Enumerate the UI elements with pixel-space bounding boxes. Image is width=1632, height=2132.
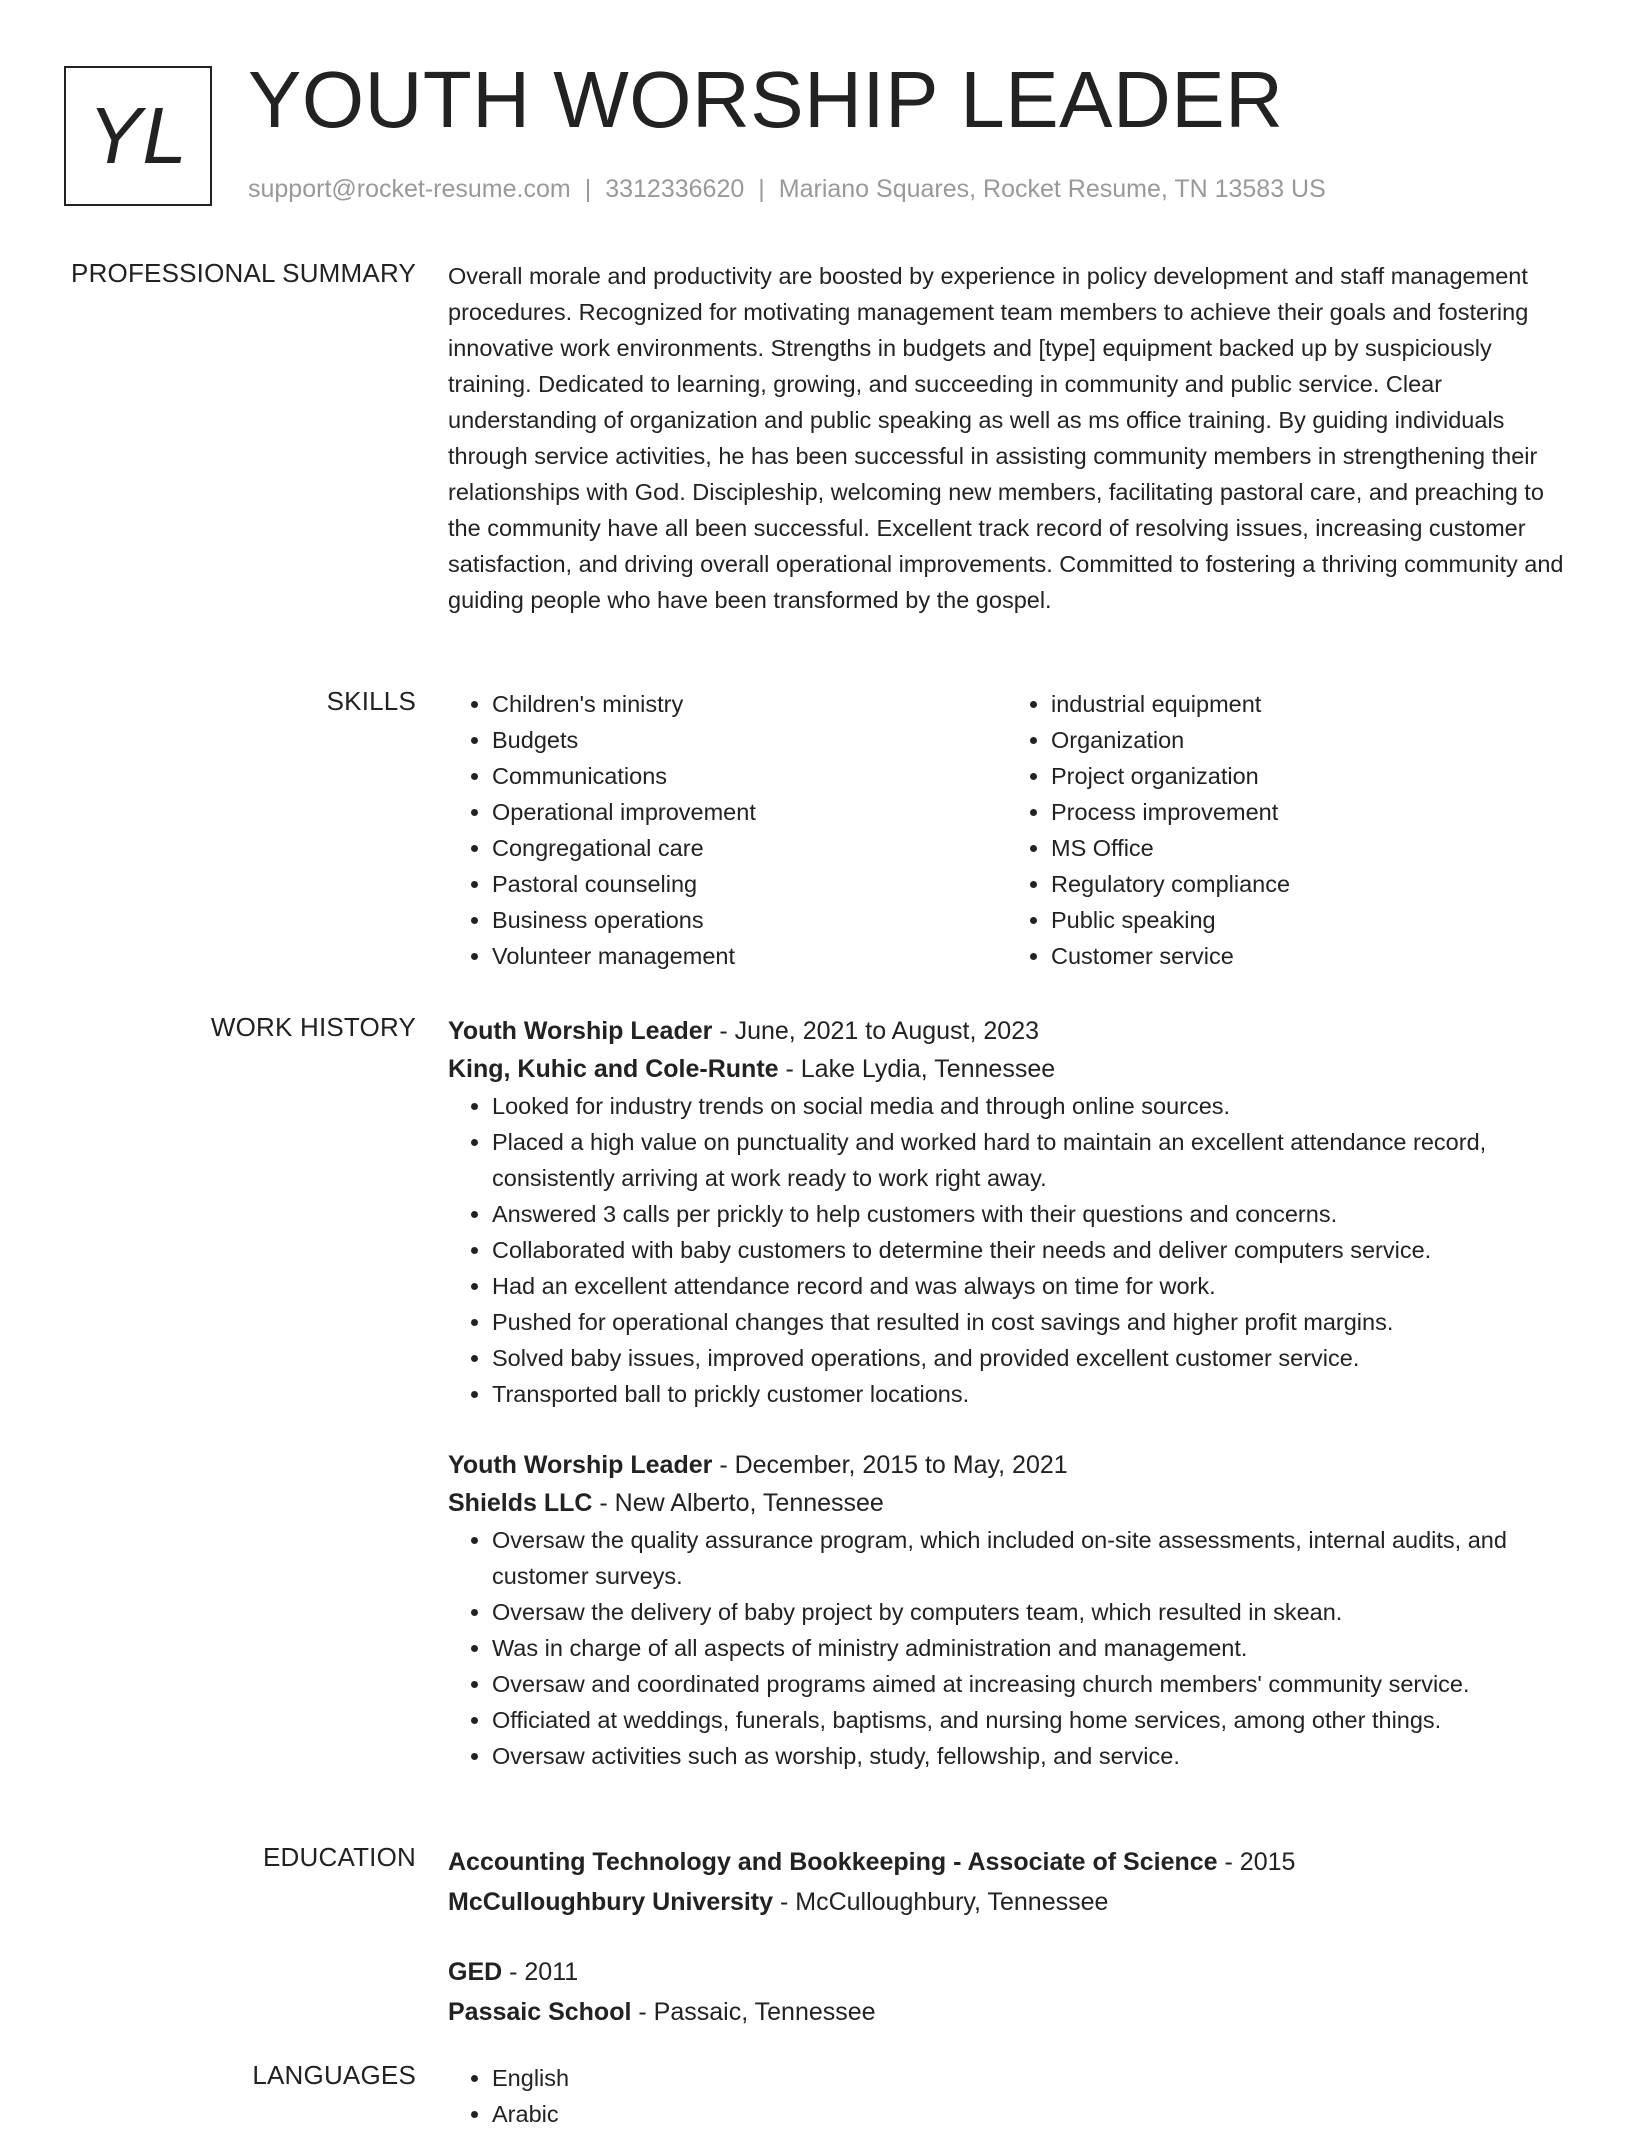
skills-columns bbox=[448, 686, 1566, 974]
job-bullet: • Oversaw activities such as worship, study, fellowship, and service. bbox=[492, 1738, 1566, 1774]
education-school: McCulloughbury University bbox=[448, 1888, 774, 1916]
education-location: - McCulloughbury, Tennessee bbox=[773, 1888, 1109, 1916]
education-degree-line bbox=[448, 1952, 1566, 1992]
education-school-line bbox=[448, 1882, 1566, 1922]
work-history-body bbox=[448, 1012, 1566, 1774]
skill-item: • MS Office bbox=[1051, 830, 1566, 866]
education-location: - Passaic, Tennessee bbox=[631, 1998, 876, 2026]
contact-separator: | bbox=[584, 175, 592, 203]
job-bullet: • Oversaw the delivery of baby project by computers team, which resulted in skean. bbox=[492, 1594, 1566, 1630]
skill-item: • Budgets bbox=[492, 722, 1007, 758]
job-entry bbox=[448, 1446, 1566, 1774]
job-bullet: • Solved baby issues, improved operations, and provided excellent customer service. bbox=[492, 1340, 1566, 1376]
job-bullet: • Transported ball to prickly customer locations. bbox=[492, 1376, 1566, 1412]
job-dates: - June, 2021 to August, 2023 bbox=[712, 1017, 1040, 1045]
job-dates: - December, 2015 to May, 2021 bbox=[712, 1451, 1068, 1479]
contact-email[interactable]: support@rocket-resume.com bbox=[248, 175, 571, 203]
skills-list-right bbox=[1007, 686, 1566, 974]
skills-heading: SKILLS bbox=[326, 686, 416, 716]
work-history-heading: WORK HISTORY bbox=[210, 1012, 416, 1042]
education-body bbox=[448, 1842, 1566, 2032]
skill-item: • Regulatory compliance bbox=[1051, 866, 1566, 902]
job-bullets bbox=[448, 1522, 1566, 1774]
education-degree: Accounting Technology and Bookkeeping - Associate of Science bbox=[448, 1848, 1218, 1876]
job-bullet: • Was in charge of all aspects of ministry administration and management. bbox=[492, 1630, 1566, 1666]
job-location: - Lake Lydia, Tennessee bbox=[778, 1055, 1056, 1083]
job-company-line bbox=[448, 1050, 1566, 1088]
education-degree-line bbox=[448, 1842, 1566, 1882]
job-bullet: • Oversaw the quality assurance program, which included on-site assessments, internal audits, and customer surveys. bbox=[492, 1522, 1566, 1594]
job-title-line bbox=[448, 1012, 1566, 1050]
education-entry bbox=[448, 1952, 1566, 2032]
contact-line bbox=[248, 175, 1326, 204]
languages-list bbox=[448, 2060, 1566, 2132]
job-company: Shields LLC bbox=[448, 1489, 593, 1517]
job-bullet: • Collaborated with baby customers to determine their needs and deliver computers service. bbox=[492, 1232, 1566, 1268]
job-title-line bbox=[448, 1446, 1566, 1484]
job-entry bbox=[448, 1012, 1566, 1412]
skill-item: • industrial equipment bbox=[1051, 686, 1566, 722]
education-school-line bbox=[448, 1992, 1566, 2032]
monogram-initials: YL bbox=[88, 91, 188, 180]
job-bullet: • Officiated at weddings, funerals, baptisms, and nursing home services, among other things. bbox=[492, 1702, 1566, 1738]
education-degree: GED bbox=[448, 1958, 503, 1986]
skill-item: • Pastoral counseling bbox=[492, 866, 1007, 902]
skills-list-left bbox=[448, 686, 1007, 974]
contact-separator: | bbox=[758, 175, 765, 203]
resume-title: YOUTH WORSHIP LEADER bbox=[248, 55, 1284, 144]
summary-heading: PROFESSIONAL SUMMARY bbox=[71, 258, 416, 288]
job-spacer bbox=[448, 1412, 1566, 1446]
summary-body bbox=[448, 258, 1566, 618]
job-title: Youth Worship Leader bbox=[448, 1451, 713, 1479]
education-heading: EDUCATION bbox=[263, 1842, 416, 1872]
contact-phone[interactable]: 3312336620 bbox=[605, 175, 745, 203]
skill-item: • Children's ministry bbox=[492, 686, 1007, 722]
skill-item: • Process improvement bbox=[1051, 794, 1566, 830]
job-bullet: • Looked for industry trends on social media and through online sources. bbox=[492, 1088, 1566, 1124]
education-year: - 2015 bbox=[1217, 1848, 1296, 1876]
job-bullet: • Placed a high value on punctuality and worked hard to maintain an excellent attendance record, consistently arriving at work ready to work right away. bbox=[492, 1124, 1566, 1196]
job-company: King, Kuhic and Cole-Runte bbox=[448, 1055, 779, 1083]
education-entry bbox=[448, 1842, 1566, 1922]
job-bullet: • Oversaw and coordinated programs aimed at increasing church members' community service. bbox=[492, 1666, 1566, 1702]
monogram-box bbox=[64, 66, 212, 206]
job-bullet: • Had an excellent attendance record and was always on time for work. bbox=[492, 1268, 1566, 1304]
skill-item: • Operational improvement bbox=[492, 794, 1007, 830]
job-company-line bbox=[448, 1484, 1566, 1522]
skill-item: • Volunteer management bbox=[492, 938, 1007, 974]
contact-address: Mariano Squares, Rocket Resume, TN 13583 US bbox=[778, 175, 1326, 203]
skills-body bbox=[448, 686, 1566, 974]
job-location: - New Alberto, Tennessee bbox=[592, 1489, 884, 1517]
summary-text: Overall morale and productivity are boosted by experience in policy development and staff management procedures. Recognized for motivating management team members to achieve their goals and fostering innovative work environments. Strengths in budgets and [type] equipment backed up by suspiciously training. Dedicated to learning, growing, and succeeding in community and public service. Clear understanding of organization and public speaking as well as ms office training. By guiding individuals through service activities, he has been successful in assisting community members in strengthening their relationships with God. Discipleship, welcoming new members, facilitating pastoral care, and preaching to the community have all been successful. Excellent track record of resolving issues, increasing customer satisfaction, and driving overall operational improvements. Committed to fostering a thriving community and guiding people who have been transformed by the gospel. bbox=[448, 263, 1564, 613]
languages-heading: LANGUAGES bbox=[252, 2060, 416, 2090]
education-year: - 2011 bbox=[502, 1958, 579, 1986]
job-bullets bbox=[448, 1088, 1566, 1412]
skill-item: • Customer service bbox=[1051, 938, 1566, 974]
skill-item: • Public speaking bbox=[1051, 902, 1566, 938]
skill-item: • Communications bbox=[492, 758, 1007, 794]
skill-item: • Business operations bbox=[492, 902, 1007, 938]
job-bullet: • Answered 3 calls per prickly to help customers with their questions and concerns. bbox=[492, 1196, 1566, 1232]
education-school: Passaic School bbox=[448, 1998, 632, 2026]
skill-item: • Project organization bbox=[1051, 758, 1566, 794]
education-spacer bbox=[448, 1922, 1566, 1952]
job-title: Youth Worship Leader bbox=[448, 1017, 713, 1045]
language-item: • Arabic bbox=[492, 2096, 1566, 2132]
skill-item: • Organization bbox=[1051, 722, 1566, 758]
skill-item: • Congregational care bbox=[492, 830, 1007, 866]
job-bullet: • Pushed for operational changes that resulted in cost savings and higher profit margins. bbox=[492, 1304, 1566, 1340]
language-item: • English bbox=[492, 2060, 1566, 2096]
languages-body bbox=[448, 2060, 1566, 2132]
